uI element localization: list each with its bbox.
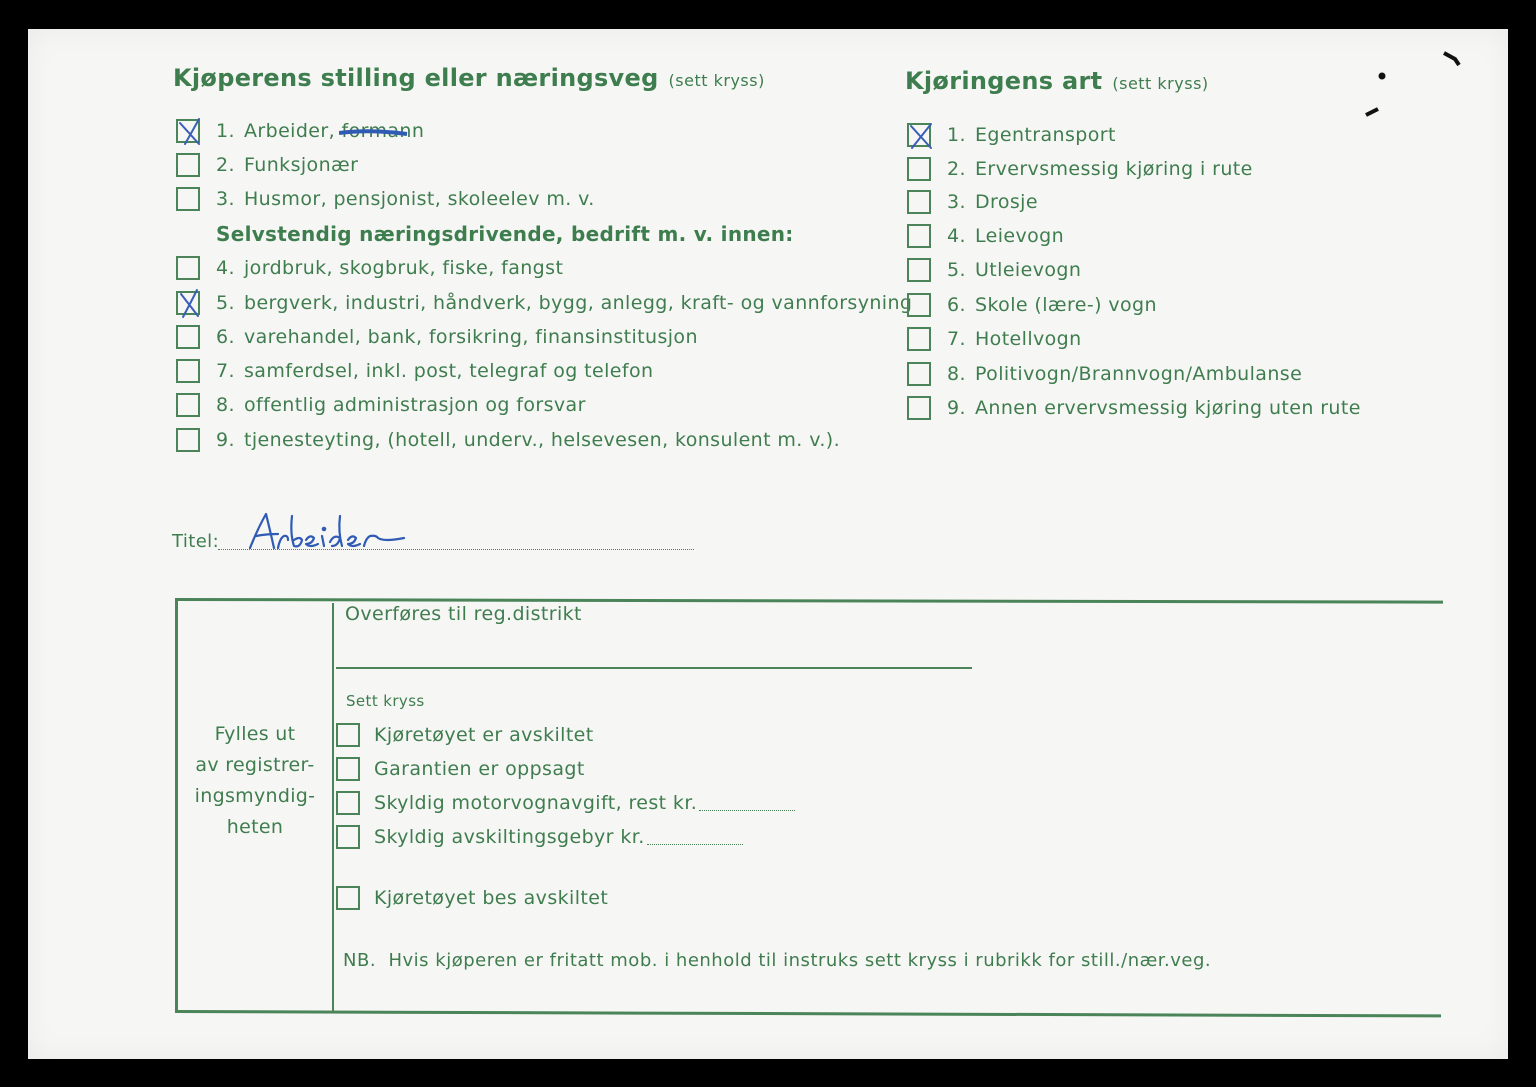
item-label: Husmor, pensjonist, skoleelev m. v. (244, 188, 595, 210)
transfer-label: Overføres til reg.distrikt (345, 603, 582, 625)
side-label-line: av registrer- (195, 754, 315, 776)
item-number: 5. (216, 292, 235, 314)
checkbox-right-9[interactable] (907, 396, 931, 420)
side-label-line: Fylles ut (214, 723, 296, 745)
checkbox-right-2[interactable] (907, 157, 931, 181)
checkbox-left-4[interactable] (176, 256, 200, 280)
sett-kryss-label: Sett kryss (346, 692, 425, 710)
amount-dotted-field[interactable] (699, 796, 795, 811)
checkbox-registry-5[interactable] (336, 886, 360, 910)
item-label: Utleievogn (975, 259, 1082, 281)
right-item-5[interactable] (907, 255, 1081, 285)
item-number: 1. (947, 124, 966, 146)
item-number: 9. (947, 397, 966, 419)
checkbox-registry-4[interactable] (336, 825, 360, 849)
registry-check-2[interactable] (336, 754, 585, 784)
checkmark-icon (175, 286, 205, 320)
check-label: Skyldig avskiltingsgebyr kr. (374, 826, 645, 848)
item-number: 2. (947, 158, 966, 180)
registry-check-3[interactable] (336, 788, 795, 818)
strike-line-icon (339, 128, 409, 138)
checkbox-registry-3[interactable] (336, 791, 360, 815)
check-label: Kjøretøyet bes avskiltet (374, 887, 609, 909)
right-item-9[interactable] (907, 393, 1361, 423)
item-label: Ervervsmessig kjøring i rute (975, 158, 1253, 180)
registry-side-label (178, 719, 332, 843)
fee-dotted-field[interactable] (647, 830, 743, 845)
struck-text (341, 120, 424, 142)
right-item-7[interactable] (907, 324, 1082, 354)
right-item-8[interactable] (907, 359, 1302, 389)
checkmark-icon (906, 118, 936, 152)
registry-check-5[interactable] (336, 883, 608, 913)
checkbox-registry-2[interactable] (336, 757, 360, 781)
checkbox-right-8[interactable] (907, 362, 931, 386)
item-number: 4. (216, 257, 235, 279)
item-number: 2. (216, 154, 235, 176)
item-number: 7. (216, 360, 235, 382)
item-number: 5. (947, 259, 966, 281)
item-label: Politivogn/Brannvogn/Ambulanse (975, 363, 1303, 385)
check-label: Skyldig motorvognavgift, rest kr. (374, 792, 698, 814)
check-label: Garantien er oppsagt (374, 758, 585, 780)
checkmark-icon (175, 114, 205, 148)
item-label: tjenesteyting, (hotell, underv., helsevesen, konsulent m. v.). (244, 429, 841, 451)
right-section-heading (905, 67, 1209, 95)
left-section-title: Kjøperens stilling eller næringsveg (173, 64, 659, 92)
checkbox-right-6[interactable] (907, 293, 931, 317)
checkbox-left-6[interactable] (176, 325, 200, 349)
left-item-2[interactable] (176, 150, 358, 180)
item-label: Funksjonær (244, 154, 359, 176)
handwritten-title-value (244, 508, 414, 556)
checkbox-right-1[interactable] (907, 123, 931, 147)
registry-check-1[interactable] (336, 720, 594, 750)
checkbox-registry-1[interactable] (336, 723, 360, 747)
checkbox-left-9[interactable] (176, 428, 200, 452)
item-label: Skole (lære-) vogn (975, 294, 1157, 316)
item-number: 8. (947, 363, 966, 385)
left-item-8[interactable] (176, 390, 586, 420)
right-item-6[interactable] (907, 290, 1157, 320)
right-item-1[interactable] (907, 120, 1116, 150)
checkbox-right-7[interactable] (907, 327, 931, 351)
item-label: Leievogn (975, 225, 1065, 247)
title-label: Titel: (172, 531, 220, 552)
self-employed-subheading: Selvstendig næringsdrivende, bedrift m. v. innen: (216, 222, 794, 246)
checkbox-right-4[interactable] (907, 224, 931, 248)
left-section-heading (173, 64, 765, 92)
item-number: 3. (216, 188, 235, 210)
item-number: 3. (947, 191, 966, 213)
checkbox-left-7[interactable] (176, 359, 200, 383)
item-label: bergverk, industri, håndverk, bygg, anlegg, kraft- og vannforsyning (244, 292, 913, 314)
checkbox-left-2[interactable] (176, 153, 200, 177)
checkbox-left-1[interactable] (176, 119, 200, 143)
right-item-2[interactable] (907, 154, 1253, 184)
left-section-hint: (sett kryss) (668, 71, 765, 90)
checkbox-left-8[interactable] (176, 393, 200, 417)
struck-word: formann (341, 120, 425, 142)
ink-specks-icon (1360, 45, 1470, 125)
registry-divider (332, 603, 334, 1011)
item-number: 6. (216, 326, 235, 348)
item-label: samferdsel, inkl. post, telegraf og telefon (244, 360, 654, 382)
item-number: 1. (216, 120, 235, 142)
item-label: Arbeider, (244, 120, 342, 142)
item-label: Drosje (975, 191, 1038, 213)
side-label-line: heten (226, 816, 284, 838)
checkbox-right-5[interactable] (907, 258, 931, 282)
item-label: Annen ervervsmessig kjøring uten rute (975, 397, 1361, 419)
checkbox-left-3[interactable] (176, 187, 200, 211)
item-label: offentlig administrasjon og forsvar (244, 394, 586, 416)
checkbox-left-5[interactable] (176, 291, 200, 315)
nb-note: NB. Hvis kjøperen er fritatt mob. i henhold til instruks sett kryss i rubrikk for still./nær.veg. (343, 950, 1212, 971)
left-item-3[interactable] (176, 184, 595, 214)
item-label: varehandel, bank, forsikring, finansinstitusjon (244, 326, 698, 348)
item-label: jordbruk, skogbruk, fiske, fangst (244, 257, 564, 279)
left-item-9[interactable] (176, 425, 840, 455)
checkbox-right-3[interactable] (907, 190, 931, 214)
item-number: 7. (947, 328, 966, 350)
right-section-title: Kjøringens art (905, 67, 1103, 95)
item-number: 8. (216, 394, 235, 416)
side-label-line: ingsmyndig- (194, 785, 316, 807)
item-number: 6. (947, 294, 966, 316)
registry-check-4[interactable] (336, 822, 743, 852)
left-item-6[interactable] (176, 322, 698, 352)
item-number: 9. (216, 429, 235, 451)
item-label: Egentransport (975, 124, 1116, 146)
item-number: 4. (947, 225, 966, 247)
left-item-4[interactable] (176, 253, 563, 283)
transfer-input-line[interactable] (336, 667, 972, 669)
check-label: Kjøretøyet er avskiltet (374, 724, 594, 746)
right-item-4[interactable] (907, 221, 1064, 251)
item-label: Hotellvogn (975, 328, 1082, 350)
right-item-3[interactable] (907, 187, 1038, 217)
right-section-hint: (sett kryss) (1112, 74, 1209, 93)
left-item-5[interactable] (176, 288, 912, 318)
left-item-7[interactable] (176, 356, 653, 386)
left-item-1[interactable] (176, 116, 424, 146)
